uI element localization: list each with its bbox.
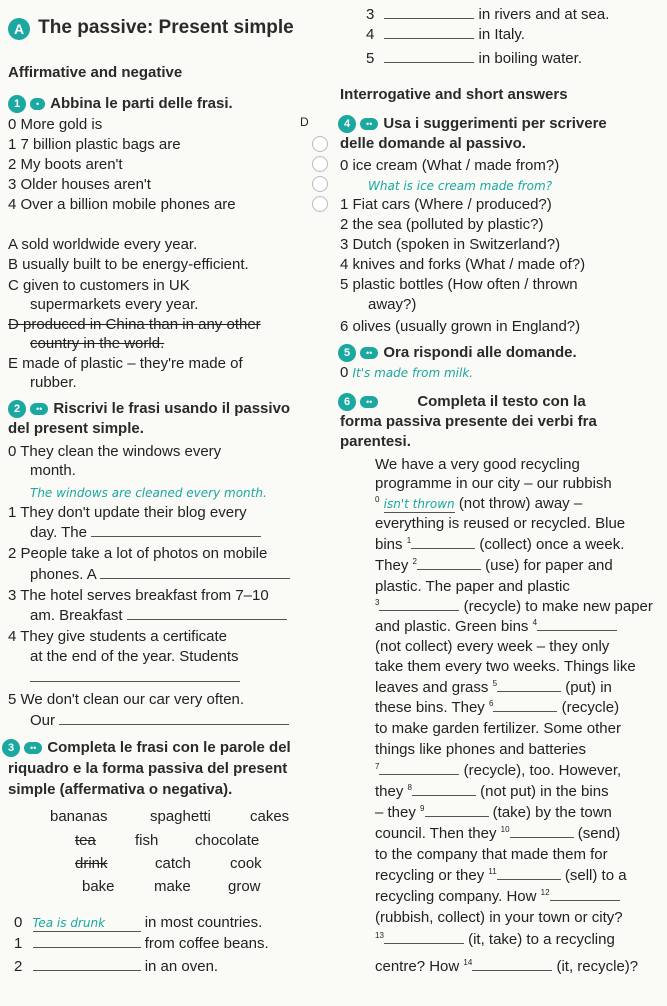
ex4-item: 5 plastic bottles (How often / thrown xyxy=(340,276,578,293)
answer-blank[interactable] xyxy=(59,724,289,725)
ex1-option: rubber. xyxy=(30,374,77,391)
answer-blank[interactable] xyxy=(412,795,476,796)
word: cakes xyxy=(250,808,290,825)
answer-blank[interactable] xyxy=(30,668,240,682)
ex6-text: recycling or they $^{11}$ (sell) to a xyxy=(375,867,627,884)
ex2-sentence: phones. A xyxy=(30,566,290,583)
ex4-item: away?) xyxy=(368,296,417,313)
ex2-example-answer: The windows are cleaned every month. xyxy=(30,486,267,500)
ex3-sentence: 2 in an oven. xyxy=(14,958,219,975)
ex6-title-cont: forma passiva presente dei verbi fra xyxy=(340,413,597,430)
ex6-text: to make garden fertilizer. Some other xyxy=(375,720,621,737)
ex6-text: recycling company. How $^{12}$ xyxy=(375,888,620,905)
ex6-text: everything is reused or recycled. Blue xyxy=(375,515,626,532)
ex1-item: 4 Over a billion mobile phones are xyxy=(8,196,236,213)
ex6-text: $^0$ isn't thrown (not throw) away – xyxy=(375,495,583,512)
word: cook xyxy=(230,855,262,872)
answer-blank[interactable] xyxy=(100,578,290,579)
page-title: The passive: Present simple xyxy=(38,17,294,38)
ex1-option: E made of plastic – they're made of xyxy=(8,355,243,372)
ex3-title: 3 •• Completa le frasi con le parole del xyxy=(2,739,291,757)
answer-circle[interactable] xyxy=(312,156,328,172)
ex4-item: 2 the sea (polluted by plastic?) xyxy=(340,216,544,233)
ex1-option: country in the world. xyxy=(30,335,165,352)
ex1-option: supermarkets every year. xyxy=(30,296,199,313)
ex5-title: 5 •• Ora rispondi alle domande. xyxy=(338,344,577,362)
answer-blank[interactable] xyxy=(379,774,459,775)
ex4-title: 4 •• Usa i suggerimenti per scrivere xyxy=(338,115,607,133)
ex3-sentence: 0 Tea is drunk in most countries. xyxy=(14,914,263,931)
ex2-sentence: month. xyxy=(30,462,76,479)
ex1-item: 2 My boots aren't xyxy=(8,156,123,173)
ex6-text: – they $^9$ (take) by the town xyxy=(375,804,612,821)
ex4-item: 0 ice cream (What / made from?) xyxy=(340,157,560,174)
answer-blank[interactable] xyxy=(497,879,561,880)
ex6-text: council. Then they $^{10}$ (send) xyxy=(375,825,621,842)
ex1-item: 0 More gold is xyxy=(8,116,103,133)
ex1-option: A sold worldwide every year. xyxy=(8,236,198,253)
ex6-title: 6 •• Completa il testo con la xyxy=(338,393,586,411)
ex3-title-cont: riquadro e la forma passiva del present xyxy=(8,760,288,777)
ex6-text: $^7$ (recycle), too. However, xyxy=(375,762,622,779)
answer-blank[interactable] xyxy=(379,610,459,611)
ex3-sentence: 1 from coffee beans. xyxy=(14,935,269,952)
word: catch xyxy=(155,855,191,872)
ex2-sentence: Our xyxy=(30,712,289,729)
ex4-item: 3 Dutch (spoken in Switzerland?) xyxy=(340,236,561,253)
word: grow xyxy=(228,878,261,895)
word: drink xyxy=(75,855,108,872)
ex4-example-answer: What is ice cream made from? xyxy=(368,179,553,193)
ex4-item: 4 knives and forks (What / made of?) xyxy=(340,256,586,273)
ex2-title-cont: del present simple. xyxy=(8,420,144,437)
ex6-text: $^{13}$ (it, take) to a recycling xyxy=(375,931,615,948)
word: fish xyxy=(135,832,159,849)
answer-blank[interactable] xyxy=(510,837,574,838)
top-right-item: 4 in Italy. xyxy=(366,26,525,43)
word: chocolate xyxy=(195,832,260,849)
ex1-option: C given to customers in UK xyxy=(8,277,190,294)
ex2-title: 2 •• Riscrivi le frasi usando il passivo xyxy=(8,400,290,418)
ex2-sentence: am. Breakfast xyxy=(30,607,287,624)
ex5-example: 0 It's made from milk. xyxy=(340,364,474,381)
answer-blank[interactable] xyxy=(497,691,561,692)
ex2-sentence: at the end of the year. Students xyxy=(30,648,239,665)
ex4-title-cont: delle domande al passivo. xyxy=(340,135,526,152)
word: make xyxy=(154,878,191,895)
ex6-text: $^3$ (recycle) to make new paper xyxy=(375,598,653,615)
ex6-text: (not collect) every week – they only xyxy=(375,638,610,655)
answer-blank[interactable] xyxy=(33,970,141,971)
ex6-title-cont: parentesi. xyxy=(340,433,411,450)
ex6-text: bins $^1$ (collect) once a week. xyxy=(375,536,625,553)
answer-blank[interactable] xyxy=(91,536,261,537)
answer-blank[interactable] xyxy=(384,943,464,944)
ex6-text: to the company that made them for xyxy=(375,846,608,863)
difficulty-dots: • xyxy=(30,98,45,110)
ex2-sentence: 3 The hotel serves breakfast from 7–10 xyxy=(8,587,269,604)
ex6-example-answer: isn't thrown xyxy=(383,497,455,511)
ex6-text: (rubbish, collect) in your town or city? xyxy=(375,909,623,926)
ex4-item: 6 olives (usually grown in England?) xyxy=(340,318,581,335)
ex2-sentence: 1 They don't update their blog every xyxy=(8,504,247,521)
section-badge: A xyxy=(8,18,30,40)
ex1-number: 1 xyxy=(8,95,26,113)
word: bake xyxy=(82,878,115,895)
ex6-text: We have a very good recycling xyxy=(375,456,580,473)
ex6-text: these bins. They $^6$ (recycle) xyxy=(375,699,620,716)
ex4-item: 1 Fiat cars (Where / produced?) xyxy=(340,196,552,213)
word: spaghetti xyxy=(150,808,211,825)
page-header xyxy=(8,17,294,40)
ex2-sentence: 4 They give students a certificate xyxy=(8,628,228,645)
answer-circle[interactable] xyxy=(312,196,328,212)
ex6-text: centre? How $^{14}$ (it, recycle)? xyxy=(375,958,639,975)
ex1-item: 3 Older houses aren't xyxy=(8,176,151,193)
answer-blank[interactable] xyxy=(411,548,475,549)
ex6-text: They $^2$ (use) for paper and xyxy=(375,557,613,574)
ex6-text: plastic. The paper and plastic xyxy=(375,578,570,595)
ex6-text: and plastic. Green bins $^4$ xyxy=(375,618,617,635)
section-heading-affirmative: Affirmative and negative xyxy=(8,64,183,81)
answer-blank[interactable] xyxy=(472,970,552,971)
section-heading-interrogative: Interrogative and short answers xyxy=(340,86,568,103)
ex1-item: 1 7 billion plastic bags are xyxy=(8,136,181,153)
ex3-title-cont: simple (affermativa o negativa). xyxy=(8,781,233,798)
ex6-text: they $^8$ (not put) in the bins xyxy=(375,783,609,800)
ex2-sentence: 0 They clean the windows every xyxy=(8,443,222,460)
ex1-option: D produced in China than in any other xyxy=(8,316,261,333)
answer-blank[interactable] xyxy=(417,569,481,570)
ex2-sentence: day. The xyxy=(30,524,261,541)
answer-blank[interactable] xyxy=(127,619,287,620)
answer-blank[interactable] xyxy=(425,816,489,817)
word: tea xyxy=(75,832,96,849)
answer-circle[interactable] xyxy=(312,176,328,192)
answer-blank[interactable] xyxy=(493,711,557,712)
answer-blank[interactable] xyxy=(550,900,620,901)
answer-blank[interactable] xyxy=(33,947,141,948)
ex6-text: leaves and grass $^5$ (put) in xyxy=(375,679,612,696)
top-right-item: 3 in rivers and at sea. xyxy=(366,6,610,23)
word: bananas xyxy=(50,808,108,825)
top-right-item: 5 in boiling water. xyxy=(366,50,582,67)
answer-blank[interactable] xyxy=(537,630,617,631)
ex6-text: take them every two weeks. Things like xyxy=(375,658,636,675)
ex1-title: 1 • Abbina le parti delle frasi. xyxy=(8,95,233,113)
answer-circle[interactable] xyxy=(312,136,328,152)
ex1-example-answer: D xyxy=(300,115,309,129)
ex2-sentence: 2 People take a lot of photos on mobile xyxy=(8,545,268,562)
ex1-option: B usually built to be energy-efficient. xyxy=(8,256,249,273)
ex3-example-answer: Tea is drunk xyxy=(32,916,106,930)
ex6-text: programme in our city – our rubbish xyxy=(375,475,612,492)
ex2-sentence: 5 We don't clean our car very often. xyxy=(8,691,245,708)
ex6-text: things like phones and batteries xyxy=(375,741,586,758)
